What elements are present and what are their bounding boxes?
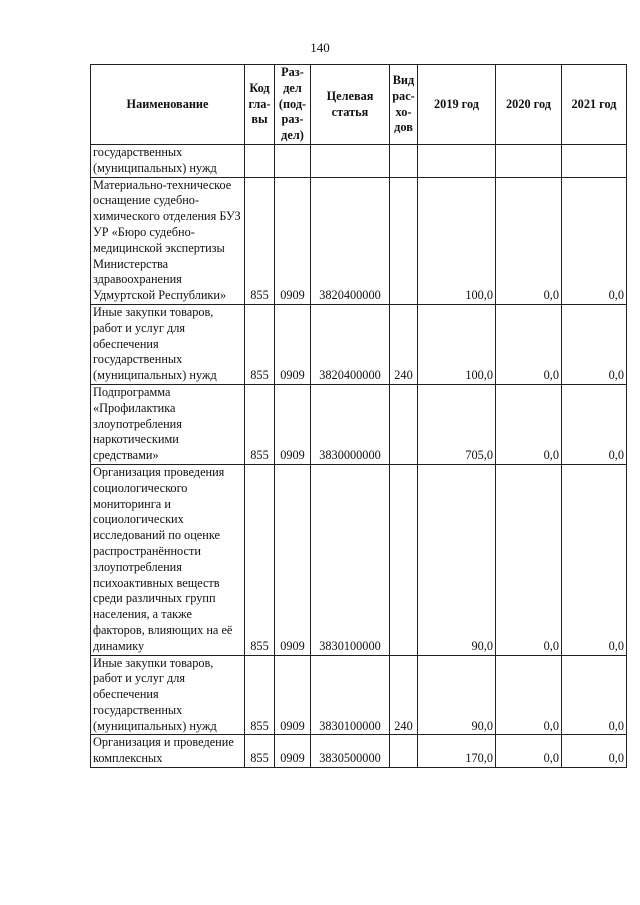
row-name: государственных (муниципальных) нужд — [91, 145, 245, 178]
row-glava: 855 — [245, 655, 275, 735]
row-razdel: 0909 — [275, 464, 311, 655]
row-razdel: 0909 — [275, 384, 311, 464]
row-2021: 0,0 — [562, 655, 627, 735]
row-statya: 3830100000 — [311, 464, 390, 655]
header-glava: Код гла- вы — [245, 65, 275, 145]
budget-table — [90, 64, 627, 768]
row-razdel — [275, 145, 311, 178]
row-statya — [311, 145, 390, 178]
row-2020: 0,0 — [496, 655, 562, 735]
row-statya: 3820400000 — [311, 304, 390, 384]
row-vid — [390, 384, 418, 464]
table-row — [91, 735, 627, 768]
row-glava: 855 — [245, 384, 275, 464]
row-2019: 705,0 — [418, 384, 496, 464]
row-razdel: 0909 — [275, 655, 311, 735]
header-2021: 2021 год — [562, 65, 627, 145]
row-2021: 0,0 — [562, 177, 627, 304]
table-header-row — [91, 65, 627, 145]
row-2019 — [418, 145, 496, 178]
table-row — [91, 655, 627, 735]
row-name: Организация и проведение комплексных — [91, 735, 245, 768]
row-2019: 100,0 — [418, 304, 496, 384]
table-row — [91, 145, 627, 178]
table-row — [91, 464, 627, 655]
row-2019: 90,0 — [418, 655, 496, 735]
table-row — [91, 384, 627, 464]
row-razdel: 0909 — [275, 735, 311, 768]
row-2021: 0,0 — [562, 464, 627, 655]
row-vid — [390, 464, 418, 655]
table-row — [91, 304, 627, 384]
page-number: 140 — [310, 40, 330, 55]
row-vid — [390, 177, 418, 304]
header-razdel: Раз- дел (под- раз- дел) — [275, 65, 311, 145]
row-2020: 0,0 — [496, 304, 562, 384]
row-statya: 3830000000 — [311, 384, 390, 464]
row-2020: 0,0 — [496, 177, 562, 304]
row-vid: 240 — [390, 655, 418, 735]
table-row — [91, 177, 627, 304]
header-2019: 2019 год — [418, 65, 496, 145]
row-razdel: 0909 — [275, 304, 311, 384]
row-razdel: 0909 — [275, 177, 311, 304]
row-2020: 0,0 — [496, 735, 562, 768]
row-vid — [390, 735, 418, 768]
header-name: Наименование — [91, 65, 245, 145]
row-2021: 0,0 — [562, 304, 627, 384]
row-name: Материально-техническое оснащение судебно-химического отделения БУЗ УР «Бюро судебно-медицинской экспертизы Министерства здравоохранения Удмуртской Республики» — [91, 177, 245, 304]
row-glava: 855 — [245, 304, 275, 384]
row-2019: 170,0 — [418, 735, 496, 768]
header-vid: Вид рас- хо- дов — [390, 65, 418, 145]
row-glava: 855 — [245, 464, 275, 655]
row-glava — [245, 145, 275, 178]
row-2020: 0,0 — [496, 464, 562, 655]
row-statya: 3830100000 — [311, 655, 390, 735]
row-2019: 90,0 — [418, 464, 496, 655]
row-statya: 3830500000 — [311, 735, 390, 768]
row-2020: 0,0 — [496, 384, 562, 464]
row-name: Иные закупки товаров, работ и услуг для обеспечения государственных (муниципальных) нужд — [91, 304, 245, 384]
row-2021: 0,0 — [562, 735, 627, 768]
row-glava: 855 — [245, 735, 275, 768]
row-2021 — [562, 145, 627, 178]
row-name: Иные закупки товаров, работ и услуг для обеспечения государственных (муниципальных) нужд — [91, 655, 245, 735]
row-2019: 100,0 — [418, 177, 496, 304]
row-2020 — [496, 145, 562, 178]
row-glava: 855 — [245, 177, 275, 304]
header-statya: Целевая статья — [311, 65, 390, 145]
row-statya: 3820400000 — [311, 177, 390, 304]
row-name: Организация проведения социологического мониторинга и социологических исследований по оценке распространённости злоупотребления психоактивных веществ среди различных групп населения, а также факторов, влияющих на её динамику — [91, 464, 245, 655]
row-vid: 240 — [390, 304, 418, 384]
row-name: Подпрограмма «Профилактика злоупотребления наркотическими средствами» — [91, 384, 245, 464]
row-2021: 0,0 — [562, 384, 627, 464]
header-2020: 2020 год — [496, 65, 562, 145]
row-vid — [390, 145, 418, 178]
